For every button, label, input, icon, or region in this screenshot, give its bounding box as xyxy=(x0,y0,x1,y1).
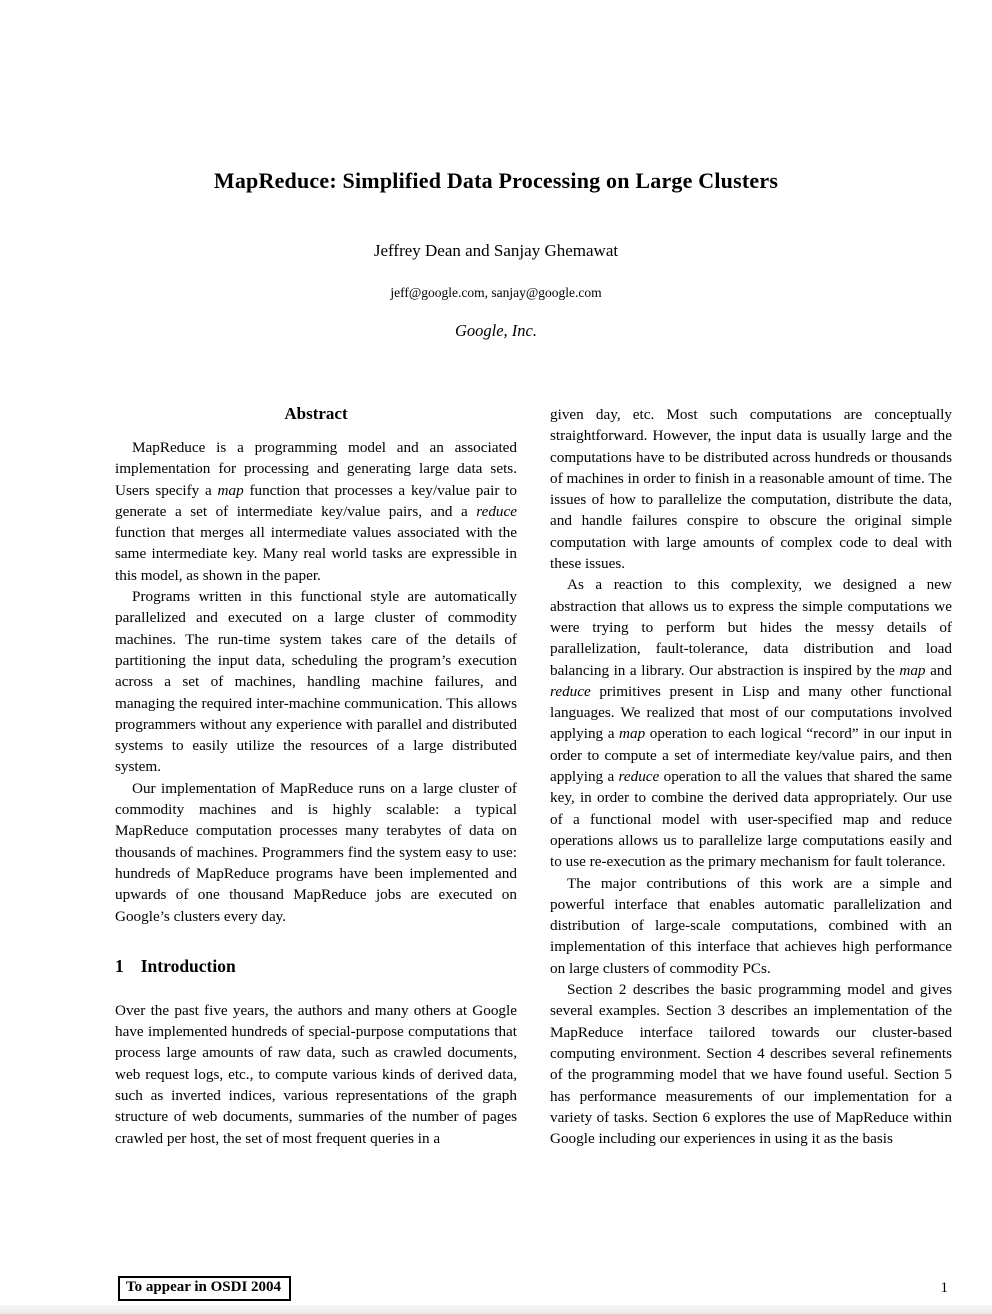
right-column xyxy=(550,404,952,1149)
paragraph: The major contributions of this work are a simple and powerful interface that enables automatic parallelization and distribution of large-scale computations, combined with an implementation of this interface that achieves high performance on large clusters of commodity PCs. xyxy=(550,874,952,977)
paragraph: MapReduce is a programming model and an associated implementation for processing and generating large data sets. Users specify a map function that processes a key/value pair to generate a set of intermediate key/value pairs, and a reduce function that merges all intermediate values associated with the same intermediate key. Many real world tasks are expressible in this model, as shown in the paper. xyxy=(115,439,517,584)
footer-note-box: To appear in OSDI 2004 xyxy=(118,1276,291,1301)
abstract-paragraphs xyxy=(115,437,517,927)
introduction-paragraphs xyxy=(115,1000,517,1149)
section-1-heading xyxy=(115,956,517,977)
left-column xyxy=(115,404,517,1149)
page-number: 1 xyxy=(940,1280,948,1296)
paragraph: given day, etc. Most such computations are conceptually straightforward. However, the input data is usually large and the computations have to be distributed across hundreds or thousands of machines in order to finish in a reasonable amount of time. The issues of how to parallelize the computation, distribute the data, and handle failures conspire to obscure the original simple computation with large amounts of complex code to deal with these issues. xyxy=(550,406,952,573)
paragraph: Section 2 describes the basic programming model and gives several examples. Section 3 describes an implementation of the MapReduce interface tailored towards our cluster-based computing environment. Section 4 describes several refinements of the programming model that we have found useful. Section 5 has performance measurements of our implementation for a variety of tasks. Section 6 explores the use of MapReduce within Google including our experiences in using it as the basis xyxy=(550,981,952,1148)
abstract-heading: Abstract xyxy=(284,404,348,423)
paper-title: MapReduce: Simplified Data Processing on Large Clusters xyxy=(213,168,779,193)
paper-authors: Jeffrey Dean and Sanjay Ghemawat xyxy=(373,241,619,260)
page-edge-strip xyxy=(0,1305,992,1314)
paragraph: As a reaction to this complexity, we designed a new abstraction that allows us to express the simple computations we were trying to perform but hides the messy details of parallelization, fault-tolerance, data distribution and load balancing in a library. Our abstraction is inspired by the map and reduce primitives present in Lisp and many other functional languages. We realized that most of our computations involved applying a map operation to each logical “record” in our input in order to compute a set of intermediate key/value pairs, and then applying a reduce operation to all the values that shared the same key, in order to combine the derived data appropriately. Our use of a functional model with user-specified map and reduce operations allows us to parallelize large computations easily and to use re-execution as the primary mechanism for fault tolerance. xyxy=(550,576,953,871)
paper-affiliation: Google, Inc. xyxy=(454,321,538,340)
section-1-label: Introduction xyxy=(140,955,236,976)
paper-header xyxy=(0,0,992,341)
right-column-paragraphs xyxy=(550,404,952,1149)
paragraph: Our implementation of MapReduce runs on a large cluster of commodity machines and is highly scalable: a typical MapReduce computation processes many terabytes of data on thousands of machines. Programmers find the system easy to use: hundreds of MapReduce programs have been implemented and upwards of one thousand MapReduce jobs are executed on Google’s clusters every day. xyxy=(115,779,517,925)
paragraph: Programs written in this functional style are automatically parallelized and executed on a large cluster of commodity machines. The run-time system takes care of the details of partitioning the input data, scheduling the program’s execution across a set of machines, handling machine failures, and managing the required inter-machine communication. This allows programmers without any experience with parallel and distributed systems to easily utilize the resources of a large distributed system. xyxy=(115,588,517,776)
paper-emails: jeff@google.com, sanjay@google.com xyxy=(390,285,602,300)
two-column-body xyxy=(115,404,952,1149)
paragraph: Over the past five years, the authors and many others at Google have implemented hundreds of special-purpose computations that process large amounts of raw data, such as crawled documents, web request logs, etc., to compute various kinds of derived data, such as inverted indices, various representations of the graph structure of web documents, summaries of the number of pages crawled per host, the set of most frequent queries in a xyxy=(115,1001,517,1147)
section-1-number: 1 xyxy=(115,955,124,976)
